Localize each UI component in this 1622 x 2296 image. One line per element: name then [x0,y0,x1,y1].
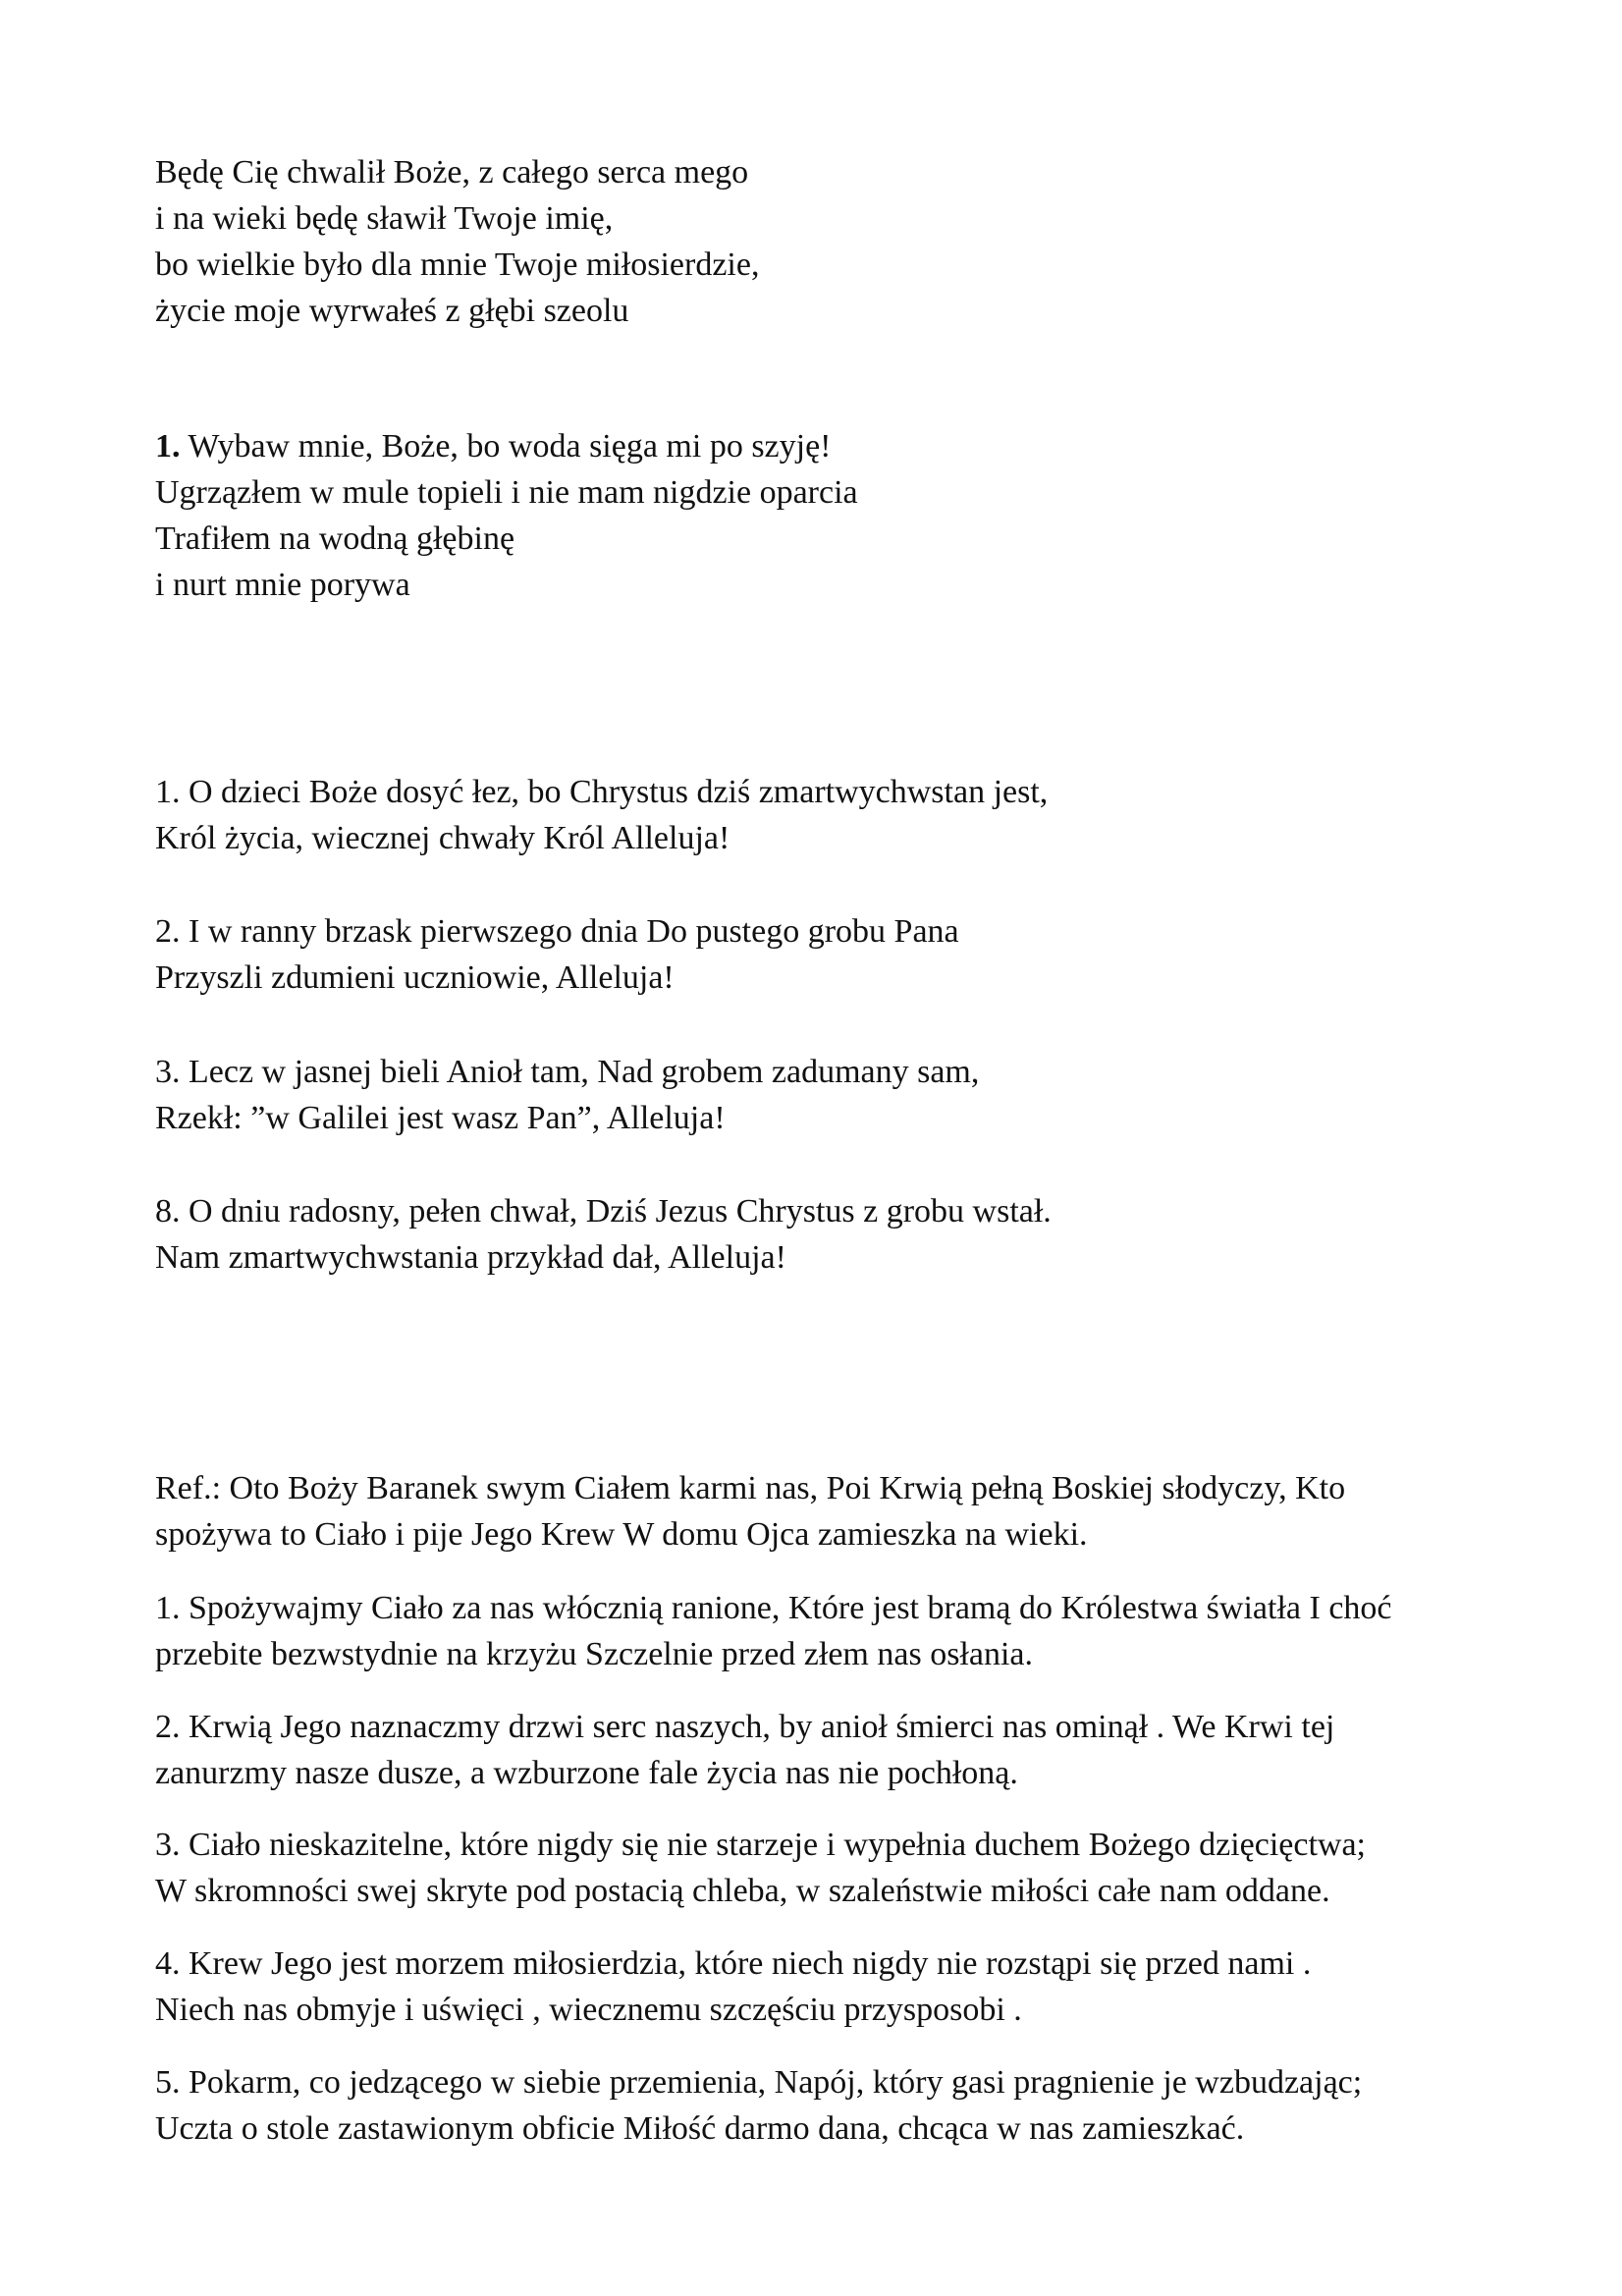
verse-line: 8. O dniu radosny, pełen chwał, Dziś Jezus Chrystus z grobu wstał. [155,1193,1052,1230]
song3-refrain [155,1465,1510,1558]
song3-verse-1 [155,1585,1510,1677]
song2-verse-1 [155,769,1510,861]
paragraph-line: zanurzmy nasze dusze, a wzburzone fale życia nas nie pochłoną. [155,1755,1018,1791]
paragraph-line: 1. Spożywajmy Ciało za nas włócznią ranione, Które jest bramą do Królestwa światła I choć [155,1590,1392,1626]
song2-verse-3 [155,1049,1510,1141]
paragraph-line: 3. Ciało nieskazitelne, które nigdy się nie starzeje i wypełnia duchem Bożego dzięcięctwa; [155,1827,1366,1863]
paragraph-line: przebite bezwstydnie na krzyżu Szczelnie przed złem nas osłania. [155,1636,1033,1672]
song3-verse-5 [155,2059,1510,2152]
verse-number: 1. [155,428,181,465]
verse-line: Król życia, wiecznej chwały Król Alleluja! [155,820,730,856]
verse-line: Rzekł: ”w Galilei jest wasz Pan”, Alleluja! [155,1100,726,1136]
verse-line: Ugrzązłem w mule topieli i nie mam nigdzie oparcia [155,474,858,511]
verse-line: 1. O dzieci Boże dosyć łez, bo Chrystus dziś zmartwychwstan jest, [155,774,1049,810]
paragraph-line: Uczta o stole zastawionym obficie Miłość darmo dana, chcąca w nas zamieszkać. [155,2110,1245,2147]
song1-refrain [155,149,1510,334]
paragraph-line: 4. Krew Jego jest morzem miłosierdzia, które niech nigdy nie rozstąpi się przed nami . [155,1945,1312,1982]
refrain-line: i na wieki będę sławił Twoje imię, [155,200,614,237]
song2-verse-8 [155,1188,1510,1281]
verse-line: Nam zmartwychwstania przykład dał, Alleluja! [155,1239,786,1276]
song3-verse-4 [155,1941,1510,2033]
paragraph-line: 5. Pokarm, co jedzącego w siebie przemienia, Napój, który gasi pragnienie je wzbudzając; [155,2064,1363,2101]
paragraph-line: 2. Krwią Jego naznaczmy drzwi serc naszych, by anioł śmierci nas ominął . We Krwi tej [155,1709,1335,1745]
song2-verse-2 [155,908,1510,1001]
refrain-line: bo wielkie było dla mnie Twoje miłosierdzie, [155,246,760,283]
song1-verse-1 [155,423,1510,608]
refrain-line: Będę Cię chwalił Boże, z całego serca mego [155,154,749,191]
verse-line: Trafiłem na wodną głębinę [155,520,515,557]
verse-line: 2. I w ranny brzask pierwszego dnia Do pustego grobu Pana [155,913,959,950]
verse-text: Wybaw mnie, Boże, bo woda sięga mi po szyję! [188,428,832,465]
paragraph-line: Ref.: Oto Boży Baranek swym Ciałem karmi nas, Poi Krwią pełną Boskiej słodyczy, Kto [155,1470,1346,1506]
verse-line [155,423,1510,469]
paragraph-line: spożywa to Ciało i pije Jego Krew W domu Ojca zamieszka na wieki. [155,1516,1088,1553]
refrain-line: życie moje wyrwałeś z głębi szeolu [155,293,629,329]
song3-verse-2 [155,1704,1510,1796]
verse-line: i nurt mnie porywa [155,567,410,603]
verse-line: Przyszli zdumieni uczniowie, Alleluja! [155,959,675,996]
song3-verse-3 [155,1822,1510,1914]
verse-line: 3. Lecz w jasnej bieli Anioł tam, Nad grobem zadumany sam, [155,1054,980,1090]
paragraph-line: Niech nas obmyje i uświęci , wiecznemu szczęściu przysposobi . [155,1992,1022,2028]
paragraph-line: W skromności swej skryte pod postacią chleba, w szaleństwie miłości całe nam oddane. [155,1873,1330,1909]
